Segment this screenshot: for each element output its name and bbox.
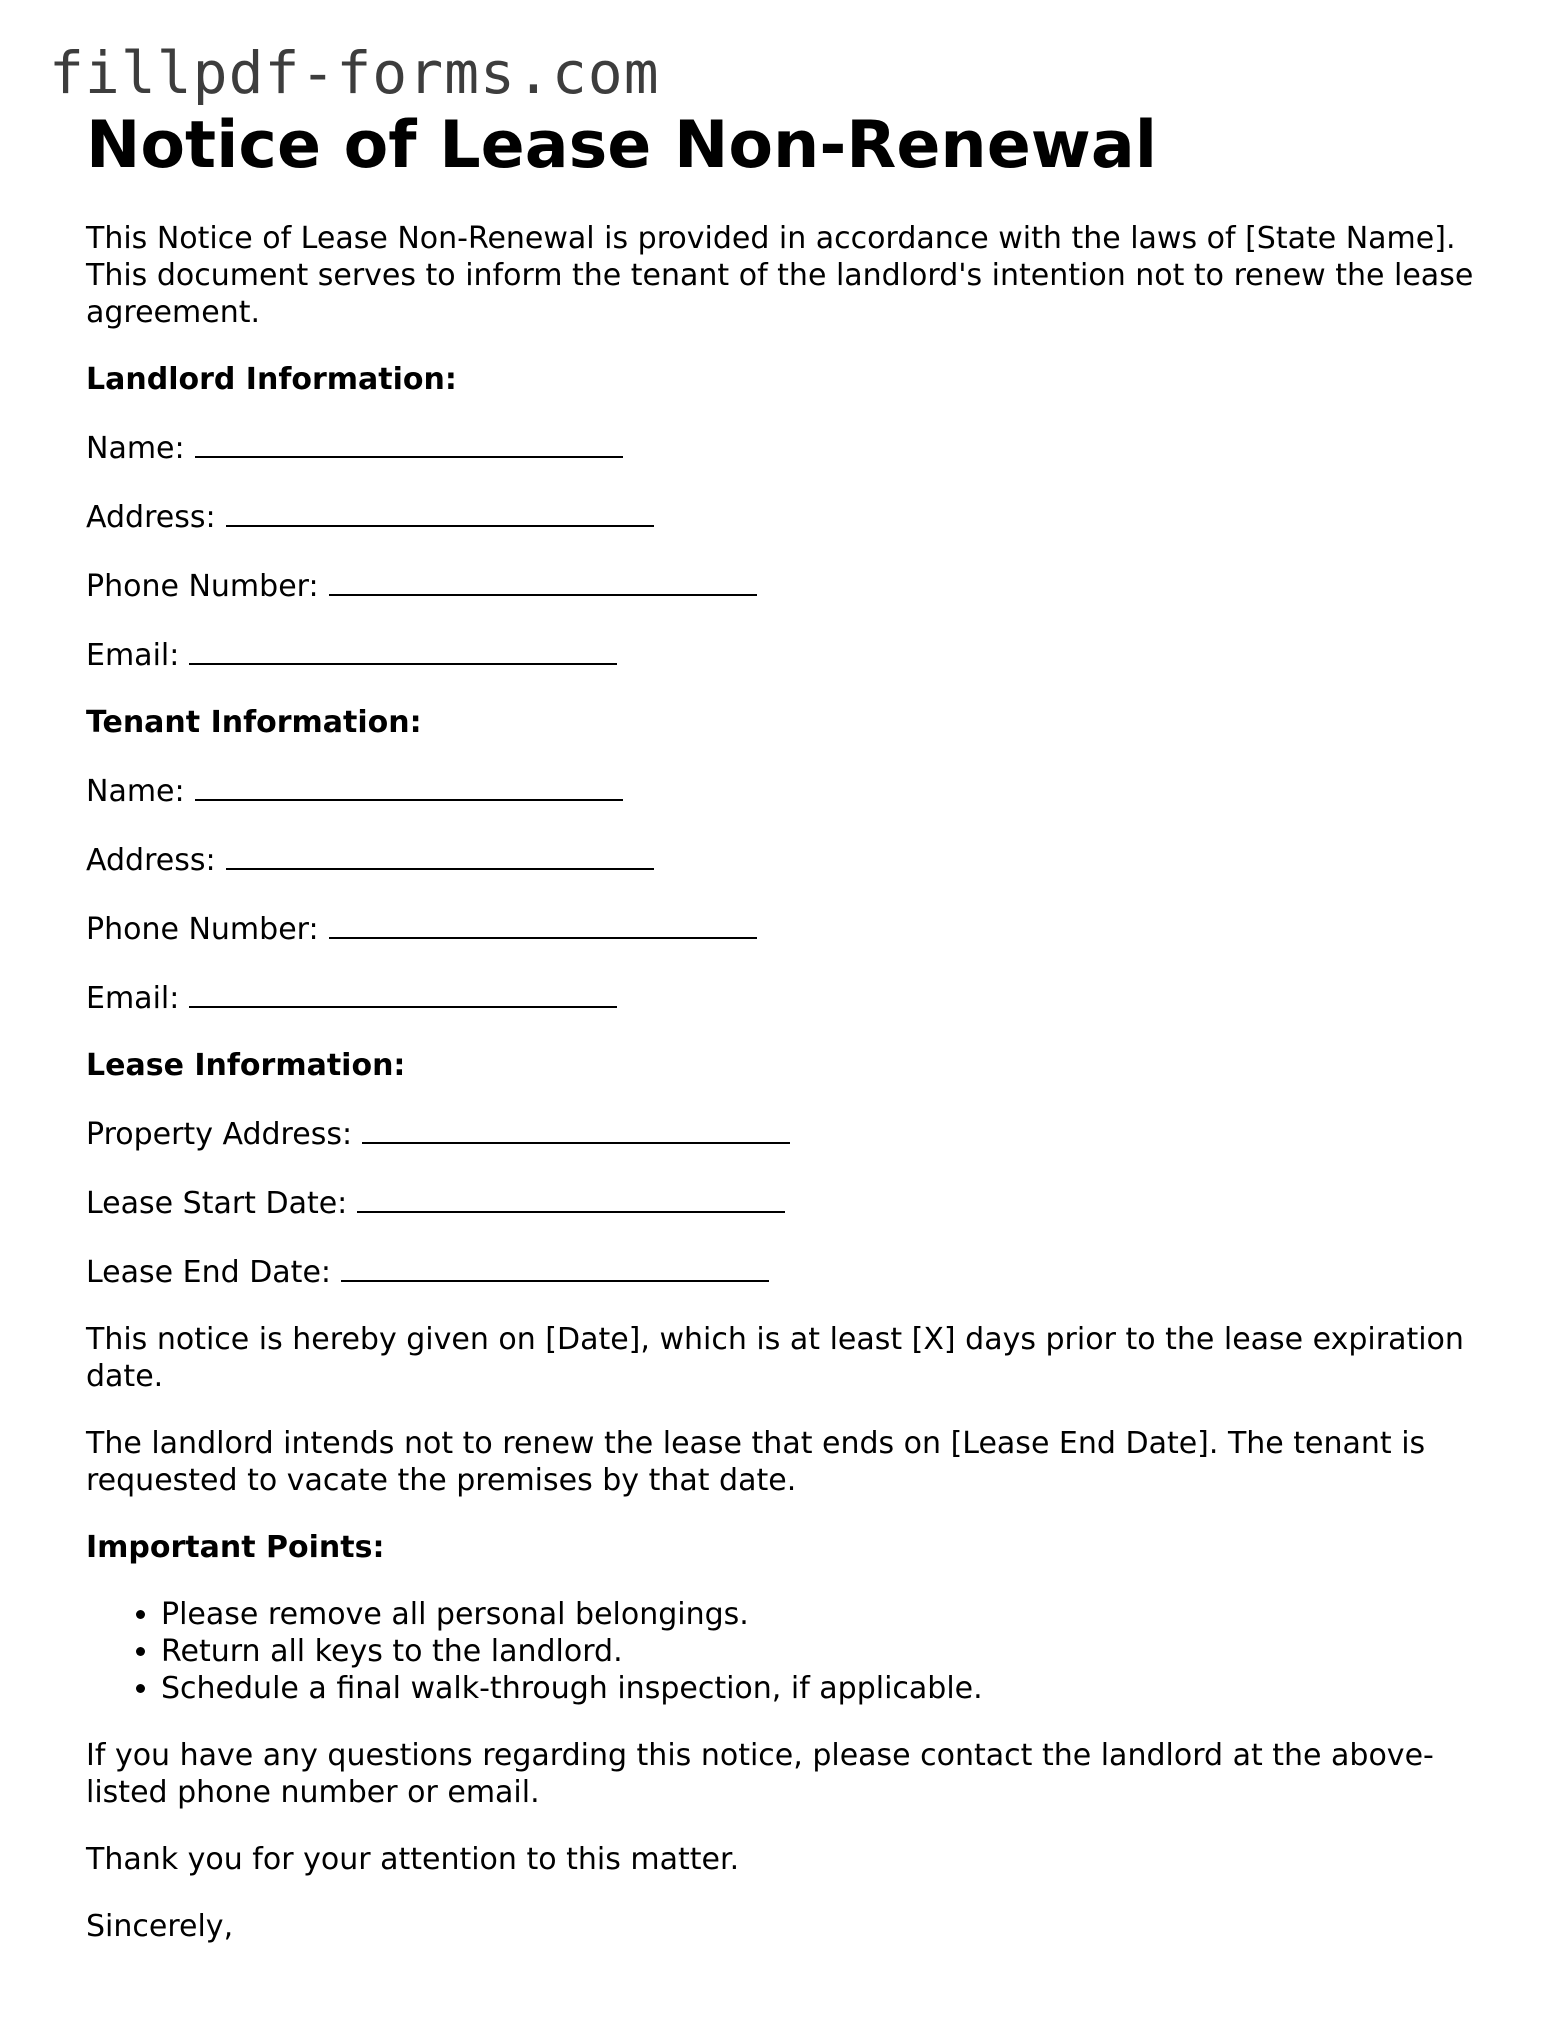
thanks-paragraph: Thank you for your attention to this matter. bbox=[86, 1842, 740, 1877]
tenant-phone-blank[interactable] bbox=[329, 909, 757, 939]
lease-section bbox=[86, 1047, 1486, 1291]
landlord-phone-blank[interactable] bbox=[329, 566, 757, 596]
lease-start-field bbox=[86, 1183, 1486, 1222]
important-points-list bbox=[86, 1596, 1486, 1707]
landlord-heading: Landlord Information: bbox=[86, 362, 457, 397]
tenant-name-field bbox=[86, 771, 1486, 810]
list-item: • Schedule a final walk-through inspection, if applicable. bbox=[161, 1670, 1486, 1707]
landlord-phone-field bbox=[86, 566, 1486, 605]
tenant-email-blank[interactable] bbox=[189, 978, 617, 1008]
landlord-section bbox=[86, 361, 1486, 674]
lease-end-label: Lease End Date: bbox=[86, 1255, 332, 1290]
tenant-section bbox=[86, 704, 1486, 1017]
lease-end-field bbox=[86, 1252, 1486, 1291]
tenant-heading: Tenant Information: bbox=[86, 705, 422, 740]
tenant-phone-field bbox=[86, 909, 1486, 948]
landlord-address-blank[interactable] bbox=[226, 497, 654, 527]
notice-paragraph: This notice is hereby given on [Date], which is at least [X] days prior to the lease expiration date. bbox=[86, 1322, 1464, 1394]
closing-text: Sincerely, bbox=[86, 1909, 234, 1944]
important-points-heading: Important Points: bbox=[86, 1530, 385, 1565]
lease-start-label: Lease Start Date: bbox=[86, 1186, 348, 1221]
lease-start-blank[interactable] bbox=[357, 1183, 785, 1213]
landlord-phone-label: Phone Number: bbox=[86, 569, 319, 604]
landlord-name-label: Name: bbox=[86, 431, 185, 466]
lease-heading: Lease Information: bbox=[86, 1048, 406, 1083]
landlord-email-blank[interactable] bbox=[189, 635, 617, 665]
landlord-name-field bbox=[86, 428, 1486, 467]
landlord-name-blank[interactable] bbox=[195, 428, 623, 458]
landlord-email-field bbox=[86, 635, 1486, 674]
tenant-name-label: Name: bbox=[86, 774, 185, 809]
list-item: • Please remove all personal belongings. bbox=[161, 1596, 1486, 1633]
property-address-field bbox=[86, 1114, 1486, 1153]
tenant-phone-label: Phone Number: bbox=[86, 912, 319, 947]
tenant-name-blank[interactable] bbox=[195, 771, 623, 801]
document-body bbox=[86, 220, 1486, 1975]
list-item: • Return all keys to the landlord. bbox=[161, 1633, 1486, 1670]
tenant-address-label: Address: bbox=[86, 843, 216, 878]
landlord-address-label: Address: bbox=[86, 500, 216, 535]
tenant-email-label: Email: bbox=[86, 981, 180, 1016]
landlord-address-field bbox=[86, 497, 1486, 536]
intent-paragraph: The landlord intends not to renew the lease that ends on [Lease End Date]. The tenant is requested to vacate the premises by that date. bbox=[86, 1426, 1426, 1498]
property-address-label: Property Address: bbox=[86, 1117, 353, 1152]
lease-end-blank[interactable] bbox=[341, 1252, 769, 1282]
tenant-address-field bbox=[86, 840, 1486, 879]
watermark: fillpdf-forms.com bbox=[49, 39, 660, 107]
property-address-blank[interactable] bbox=[362, 1114, 790, 1144]
tenant-email-field bbox=[86, 978, 1486, 1017]
page-title: Notice of Lease Non-Renewal bbox=[86, 108, 1157, 183]
questions-paragraph: If you have any questions regarding this notice, please contact the landlord at the above-listed phone number or email. bbox=[86, 1738, 1434, 1810]
important-points-section bbox=[86, 1529, 1486, 1707]
tenant-address-blank[interactable] bbox=[226, 840, 654, 870]
intro-paragraph: This Notice of Lease Non-Renewal is provided in accordance with the laws of [State Name]. This document serves to inform the tenant of the landlord's intention not to renew the lease agreement. bbox=[86, 221, 1474, 330]
landlord-email-label: Email: bbox=[86, 638, 180, 673]
